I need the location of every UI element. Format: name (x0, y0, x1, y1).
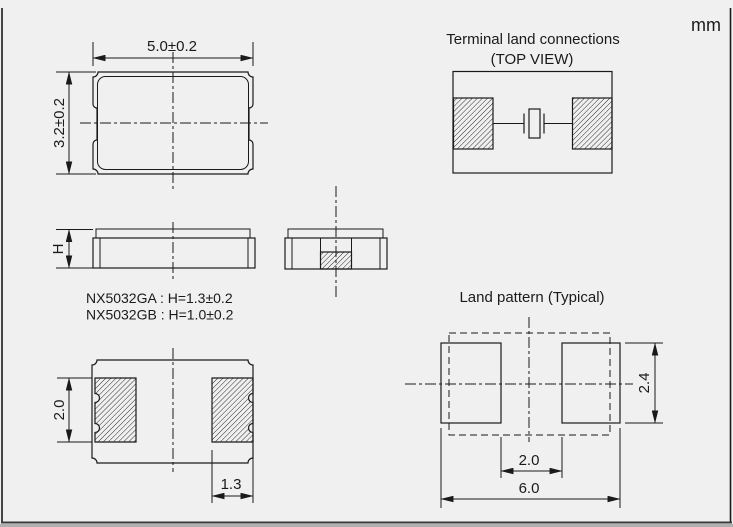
terminal-land-pad-left (454, 98, 494, 149)
crystal-symbol (493, 109, 573, 138)
bottom-view-pad-right (212, 378, 253, 442)
terminal-land-subtitle: (TOP VIEW) (490, 51, 574, 68)
dimension-bottom-pad-length (51, 378, 92, 442)
land-pattern-land-left (441, 343, 501, 423)
bottom-view-pad-left (95, 378, 136, 442)
land-pattern (405, 289, 663, 508)
top-view-width-dim-text: 5.0±0.2 (147, 38, 197, 55)
land-height-dim-text: 2.4 (636, 372, 653, 394)
package-end-view (285, 186, 387, 298)
bottom-pad-width-dim-text: 1.3 (220, 476, 242, 493)
bottom-pad-length-dim-text: 2.0 (51, 399, 68, 421)
unit-label: mm (691, 15, 721, 35)
terminal-land-pad-right (573, 98, 613, 149)
dimension-bottom-pad-width (212, 450, 253, 503)
height-note-nx5032ga: NX5032GA : H=1.3±0.2 (86, 290, 233, 306)
side-view-height-dim-text: H (50, 243, 67, 255)
package-top-view (51, 38, 268, 192)
dimension-side-view-height (50, 230, 93, 269)
dimension-land-gap (501, 437, 562, 478)
dimension-land-height (625, 343, 663, 423)
land-overall-width-dim-text: 6.0 (518, 480, 540, 497)
package-side-view (50, 222, 255, 323)
land-pattern-title: Land pattern (Typical) (459, 289, 605, 306)
height-note-nx5032gb: NX5032GB : H=1.0±0.2 (86, 306, 234, 323)
side-view-body (93, 238, 255, 268)
land-gap-dim-text: 2.0 (518, 452, 540, 469)
crystal-body (529, 109, 540, 138)
top-view-height-dim-text: 3.2±0.2 (51, 98, 68, 148)
package-bottom-view (51, 348, 253, 503)
terminal-land-title: Terminal land connections (446, 31, 620, 48)
land-pattern-land-right (562, 343, 620, 423)
terminal-land-connections (446, 31, 619, 173)
